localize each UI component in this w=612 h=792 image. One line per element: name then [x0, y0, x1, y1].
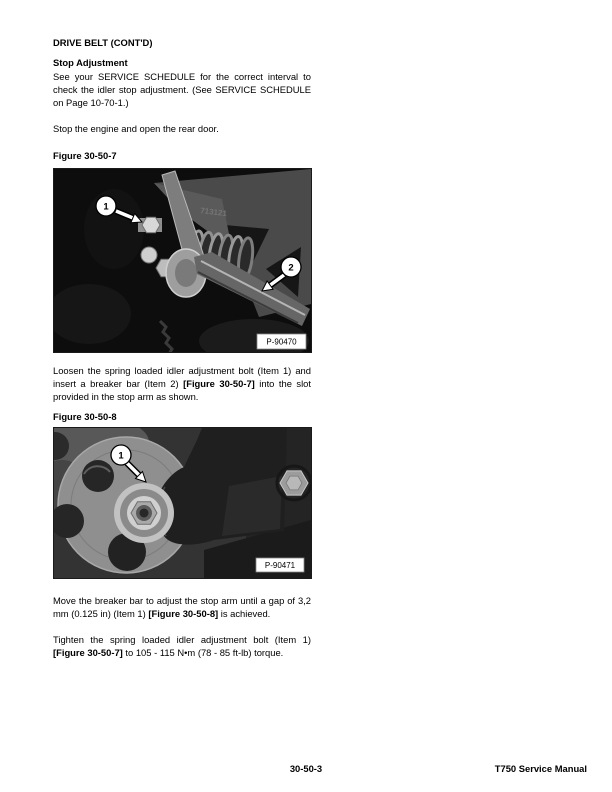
paragraph-text: Loosen the spring loaded idler adjustment bolt (Item 1) and insert a breaker bar (Item 2) [53, 365, 311, 389]
paragraph-text: to 105 - 115 N•m (78 - 85 ft-lb) torque. [122, 647, 284, 658]
paragraph-loosen [53, 364, 311, 403]
paragraph-text: Move the breaker bar to adjust the stop arm until a gap of 3,2 mm (0.125 in) (Item 1) [53, 595, 311, 619]
figure-8-photo [53, 427, 312, 579]
photo-id-label [256, 558, 304, 572]
photo-id-label [257, 334, 306, 349]
footer-page-number: 30-50-3 [289, 763, 323, 774]
paragraph-text: is achieved. [218, 608, 271, 619]
paragraph-service-schedule: See your SERVICE SCHEDULE for the correct interval to check the idler stop adjustment. (See SERVICE SCHEDULE on Page 10-70-1.) [53, 71, 311, 108]
figure-reference: [Figure 30-50-7] [53, 647, 123, 658]
subsection-title: Stop Adjustment [53, 57, 128, 68]
mounting-bolt [277, 466, 311, 500]
photo-id-text: P-90470 [266, 337, 297, 347]
paragraph-stop-engine: Stop the engine and open the rear door. [53, 123, 219, 134]
paragraph-tighten [53, 633, 311, 659]
stop-arm-gap-photo-illustration [54, 428, 311, 578]
callout-number: 1 [103, 201, 109, 213]
paragraph-text: into the slot provided in the stop arm as shown. [53, 378, 311, 402]
figure-reference: [Figure 30-50-7] [183, 378, 255, 389]
callout-number: 1 [118, 450, 124, 462]
figure-7-label: Figure 30-50-7 [53, 150, 117, 161]
paragraph-text: Tighten the spring loaded idler adjustment bolt (Item 1) [53, 634, 311, 645]
idler-bolt-photo-illustration [54, 169, 311, 352]
footer-manual-title: T750 Service Manual [494, 763, 587, 774]
section-title: DRIVE BELT (CONT'D) [53, 37, 153, 48]
photo-id-text: P-90471 [264, 561, 296, 570]
figure-7-photo [53, 168, 312, 353]
paragraph-move [53, 594, 311, 620]
callout-number: 2 [288, 262, 294, 274]
casting-mark-text: 713121 [199, 206, 228, 219]
figure-8-label: Figure 30-50-8 [53, 411, 117, 422]
figure-reference: [Figure 30-50-8] [148, 608, 219, 619]
idler-hub-nut [114, 483, 174, 543]
